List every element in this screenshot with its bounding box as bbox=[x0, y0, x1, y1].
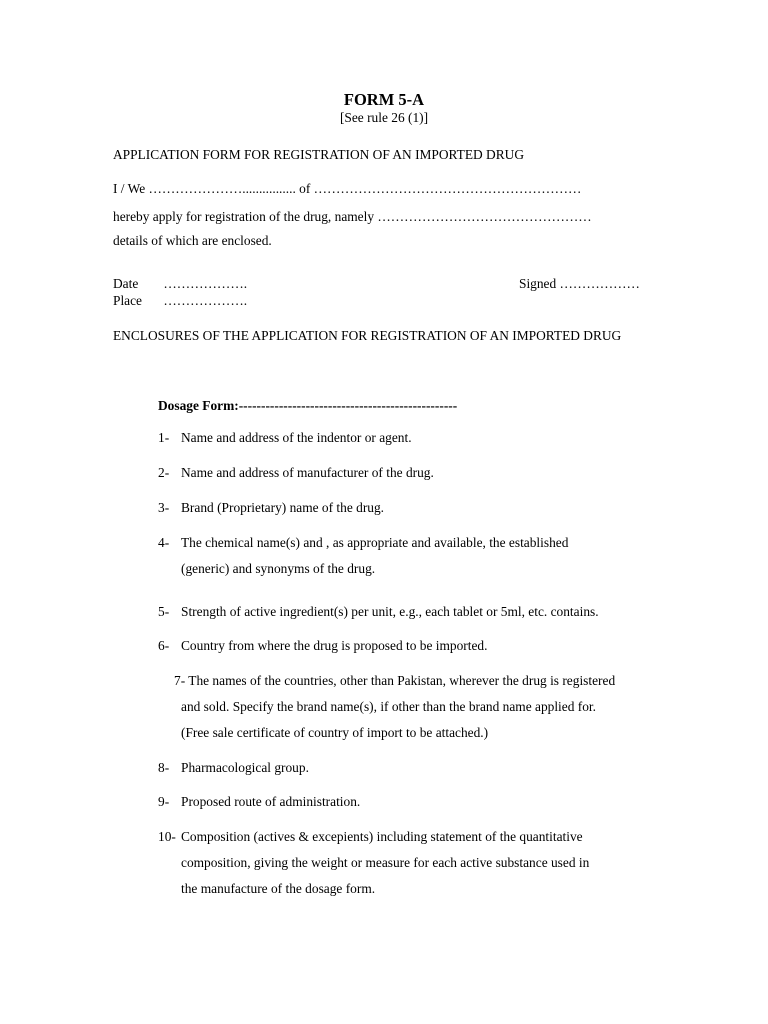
item-text: Composition (actives & excepients) including statement of the quantitative composition, giving the weight or measure for each active substance used in the manufacture of the dosage form. bbox=[181, 829, 590, 896]
enclosures-heading: ENCLOSURES OF THE APPLICATION FOR REGISTRATION OF AN IMPORTED DRUG bbox=[113, 328, 622, 343]
item-text: Brand (Proprietary) name of the drug. bbox=[181, 500, 385, 515]
place-value: ………………. bbox=[163, 293, 248, 308]
item-text: The chemical name(s) and , as appropriate and available, the established (generic) and synonyms of the drug. bbox=[181, 535, 569, 576]
item-number: 4- bbox=[158, 535, 170, 550]
item-text: Proposed route of administration. bbox=[181, 794, 361, 809]
list-item bbox=[158, 755, 678, 781]
item-text: Pharmacological group. bbox=[181, 760, 309, 775]
item-number: 5- bbox=[158, 604, 170, 619]
item-text: Strength of active ingredient(s) per unit, e.g., each tablet or 5ml, etc. contains. bbox=[181, 604, 599, 619]
list-item bbox=[158, 633, 678, 659]
item-number: 6- bbox=[158, 638, 170, 653]
details-line: details of which are enclosed. bbox=[113, 233, 272, 248]
item-first-line bbox=[174, 668, 678, 694]
list-item bbox=[158, 668, 678, 746]
list-item bbox=[158, 824, 678, 902]
application-heading: APPLICATION FORM FOR REGISTRATION OF AN IMPORTED DRUG bbox=[113, 147, 525, 162]
item-number: 10- bbox=[158, 829, 176, 844]
list-item bbox=[158, 460, 678, 486]
item-text-continued: and sold. Specify the brand name(s), if other than the brand name applied for. (Free sale certificate of country of import to be attached.) bbox=[181, 699, 596, 740]
list-item bbox=[158, 425, 678, 451]
signed-line: Signed ……………… bbox=[519, 276, 640, 291]
list-item bbox=[158, 789, 678, 815]
applicant-line: I / We …………………................ of …………………………………………………… bbox=[113, 181, 582, 196]
date-value: ………………. bbox=[163, 276, 248, 291]
list-item bbox=[158, 599, 678, 625]
item-number: 9- bbox=[158, 794, 170, 809]
item-number: 7- bbox=[174, 673, 186, 688]
item-number: 3- bbox=[158, 500, 170, 515]
form-title: FORM 5-A bbox=[343, 90, 425, 109]
item-text: The names of the countries, other than Pakistan, wherever the drug is registered bbox=[188, 673, 616, 688]
item-number: 8- bbox=[158, 760, 170, 775]
form-subtitle: [See rule 26 (1)] bbox=[339, 110, 429, 125]
drug-name-line: hereby apply for registration of the drug, namely ………………………………………… bbox=[113, 209, 592, 224]
item-number: 1- bbox=[158, 430, 170, 445]
item-text: Name and address of the indentor or agent. bbox=[181, 430, 412, 445]
item-text: Country from where the drug is proposed to be imported. bbox=[181, 638, 488, 653]
place-label: Place bbox=[113, 293, 142, 308]
item-number: 2- bbox=[158, 465, 170, 480]
list-item bbox=[158, 495, 678, 521]
date-label: Date bbox=[113, 276, 139, 291]
place-row bbox=[113, 293, 247, 310]
date-row bbox=[113, 276, 247, 293]
dosage-form-line: Dosage Form:------------------------------------------------- bbox=[158, 398, 458, 413]
item-text: Name and address of manufacturer of the drug. bbox=[181, 465, 434, 480]
list-item bbox=[158, 530, 678, 582]
